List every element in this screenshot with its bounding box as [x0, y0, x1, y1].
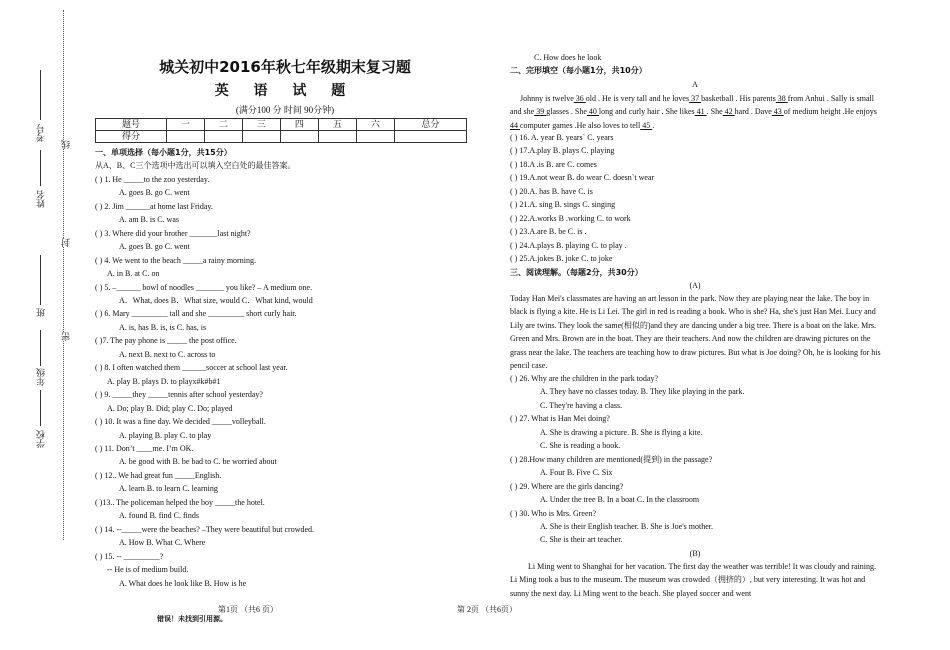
cloze-blank: 40 [586, 107, 599, 117]
question-line: A．What, does B．What size, would C．What kind, would [119, 295, 313, 305]
cloze-blank: 38 [775, 94, 788, 103]
reading-passage-b [510, 560, 882, 600]
question-line: A. What does he look like B. How is he [119, 578, 247, 588]
score-table-score-row [96, 131, 467, 143]
question-line: ( ) 26. Why are the children in the park today? [510, 374, 659, 383]
question-line: ( ) 30. Who is Mrs. Green? [510, 508, 597, 518]
section-heading: 二、完形填空（每小题1分，共10分） [510, 66, 647, 76]
score-cell: 三 [242, 119, 280, 131]
score-cell: 一 [167, 119, 205, 131]
cloze-option-line: ( ) 25.A.jokes B. joke C. to joke [510, 254, 613, 264]
reference-error-note: 错误！未找到引用源。 [157, 615, 227, 623]
passage-b-text: Li Ming went to Shanghai for her vacation. The first day the weather was terrible! It was cloudy and raining. Li Ming took a bus to the museum. The museum was crowded（拥挤的）, but very interesting. It was hot and sunny the next day. Li Ming went to the beach. She played soccer and went [510, 562, 876, 598]
class-line [40, 255, 41, 305]
question-line: C. They're having a class. [540, 400, 623, 410]
question-line: (B) [689, 548, 701, 558]
exam-subtitle: 英 语 试 题 [214, 83, 356, 99]
question-line: ( ) 14. --_____were the beaches? –They were beautiful but crowded. [95, 524, 315, 534]
cloze-option-line: ( ) 18.A .is B. are C. comes [510, 159, 597, 169]
score-cell: 五 [318, 119, 356, 131]
score-cell: 总分 [394, 119, 466, 131]
cloze-option-line: ( ) 22.A.works B .working C. to work [510, 213, 631, 223]
question-line: A. Four B. Five C. Six [540, 468, 613, 478]
question-line: ( ) 8. I often watched them ______soccer at school last year. [95, 363, 288, 373]
seal-char-close: 密 [61, 332, 71, 341]
cloze-blank: 37 [689, 94, 702, 103]
cloze-blank: 41 [694, 107, 707, 117]
cloze-blank: 43 [771, 107, 784, 117]
score-cell [280, 131, 318, 143]
cloze-option-line: ( ) 21.A. sing B. sings C. singing [510, 200, 616, 210]
seal-char-line: 线 [61, 140, 71, 149]
label-name: 姓名 [36, 190, 46, 208]
question-line: A. play B. plays D. to playx#k#b#1 [107, 376, 221, 386]
question-line: -- He is of medium build. [107, 565, 189, 575]
label-grade: 年级 [36, 368, 46, 386]
right-column-top [510, 51, 880, 91]
score-table [95, 118, 467, 143]
question-line: ( ) 28.How many children are mentioned(提到) in the passage? [510, 454, 713, 464]
cloze-option-line: ( ) 20.A. has B. have C. is [510, 186, 593, 196]
question-line: A. They have no classes today. B. They like playing in the park. [540, 387, 745, 397]
question-line: ( )13.. The policeman helped the boy _____the hotel. [95, 497, 265, 507]
question-line: ( ) 15. -- _________? [95, 551, 164, 561]
question-line: ( ) 6. Mary _________ tall and she _________ short curly hair. [95, 309, 297, 319]
seal-char-seal: 封 [61, 238, 71, 247]
binding-margin [0, 0, 90, 650]
cloze-blank: 39 [534, 107, 547, 117]
exam-title: 城关初中2016年秋七年级期末复习题 [159, 58, 411, 76]
question-line: A. playing B. play C. to play [119, 430, 212, 440]
question-line: ( )7. The pay phone is _____ the post office. [95, 336, 237, 346]
cloze-blank: 42 [722, 107, 735, 117]
label-exam-number: 考号 [36, 124, 46, 142]
question-line: A. She is their English teacher. B. She is Joe's mother. [540, 521, 713, 531]
question-line: ( ) 4. We went to the beach _____a rainy morning. [95, 255, 256, 265]
question-line: A. How B. What C. Where [119, 538, 206, 548]
label-class: 班 [36, 308, 46, 317]
reading-questions [510, 372, 880, 560]
question-line: C. She is their art teacher. [540, 535, 623, 545]
score-cell: 六 [356, 119, 394, 131]
question-line: A. Do; play B. Did; play C. Do; played [107, 403, 233, 413]
question-line: A. in B. at C. on [107, 269, 160, 279]
passage-a-text: Today Han Mei's classmates are having an art lesson in the park. Now they are playing near the lake. The boy in black is flying a kite. He is Li Lei. The girl in red is reading a book. Who is she? Ha, she's just Han Mei. Lucy and Lily are twins. They look the same(相似的)and they are dancing under a big tree. There is a boat on the lake. Mrs. Green and Mrs. Brown are in the boat. They are their teachers. And now the children are drawing pictures on the grass near the lake. The teachers are teaching how to draw pictures. But what is Joe doing? Oh, he is looking for his pencil case. [510, 294, 881, 371]
grade-line [40, 330, 41, 366]
score-table-header-row [96, 119, 467, 131]
question-line: ( ) 11. Don’t ____me. I’m OK. [95, 443, 194, 453]
question-line: A [692, 79, 698, 89]
exam-meta: (满分100 分 时间 90分钟) [235, 105, 335, 115]
question-line: A. found B. find C. finds [119, 511, 199, 521]
section-heading: 三、阅读理解。（每题2分，共30分） [510, 267, 643, 277]
reading-passage-a [510, 292, 882, 372]
seal-dotted-line [63, 10, 64, 540]
cloze-option-line: ( ) 23.A.are B. be C. is . [510, 227, 587, 237]
label-school: 学校 [36, 430, 46, 448]
cloze-options [510, 131, 880, 292]
page-number-1: 第1页 （共6 页） [218, 605, 278, 614]
score-cell: 得分 [96, 131, 167, 143]
question-line: ( ) 27. What is Han Mei doing? [510, 414, 610, 424]
question-line: A. goes B. go C. went [119, 188, 190, 198]
score-cell: 题号 [96, 119, 167, 131]
question-line: A. Under the tree B. In a boat C. In the classroom [540, 495, 700, 505]
question-line: A. She is drawing a picture. B. She is flying a kite. [540, 427, 703, 437]
score-cell [242, 131, 280, 143]
question-line: C. How does he look [534, 53, 602, 62]
cloze-option-line: (A) [689, 280, 701, 290]
section-heading: 一、单项选择（每小题1分，共15分） [95, 148, 232, 157]
question-line: ( ) 12.. We had great fun _____English. [95, 470, 222, 480]
cloze-blank: 45 [640, 120, 653, 130]
cloze-blank: 44 [510, 120, 520, 130]
cloze-option-line: ( ) 16. A. year B. years` C. years [510, 133, 614, 142]
score-cell [318, 131, 356, 143]
cloze-option-line: ( ) 19.A.not wear B. do wear C. doesn`t wear [510, 173, 655, 183]
question-line: A. goes B. go C. went [119, 242, 190, 252]
exam-number-line [40, 70, 41, 120]
question-line: ( ) 5. –______ bowl of noodles _______ you like? – A medium one. [95, 282, 313, 292]
question-line: A. next B. next to C. across to [119, 349, 216, 359]
cloze-option-line: ( ) 17.A.play B. plays C. playing [510, 146, 615, 156]
cloze-passage [510, 92, 882, 132]
cloze-option-line: ( ) 24.A.plays B. playing C. to play . [510, 240, 627, 250]
question-line: C. She is reading a book. [540, 441, 621, 451]
page-number-2: 第 2页 （共6页） [457, 605, 517, 614]
question-line: ( ) 3. Where did your brother _______last night? [95, 228, 251, 238]
name-line [40, 150, 41, 186]
score-cell: 四 [280, 119, 318, 131]
question-line: ( ) 2. Jim ______at home last Friday. [95, 201, 213, 211]
question-line: A. is, has B. is, is C. has, is [119, 322, 207, 332]
question-line: ( ) 29. Where are the girls dancing? [510, 481, 624, 491]
question-line: ( ) 1. He _____to the zoo yesterday. [95, 174, 210, 184]
question-line: A. am B. is C. was [119, 215, 179, 225]
question-line: ( ) 9. _____they _____tennis after school yesterday? [95, 390, 263, 400]
score-cell [167, 131, 205, 143]
school-line [40, 390, 41, 426]
question-line: A. learn B. to learn C. learning [119, 484, 218, 494]
left-column [95, 146, 475, 590]
question-line: A. be good with B. be bad to C. be worried about [119, 457, 277, 467]
cloze-blank: 36 [573, 94, 586, 103]
score-cell [356, 131, 394, 143]
cloze-text: Johnny is twelve 36 old . He is very tall and he loves 37 basketball . His parents 38 from Anhui . Sally is small and she 39 glasses . She 40 long and curly hair . She likes 41 . She 42 hard . Dave 43 of medium height .He enjoys 44 computer games .He also loves to tell 45 . [510, 94, 877, 130]
score-cell [394, 131, 466, 143]
question-line: 从A、B、C三个选项中选出可以填入空白处的最佳答案。 [95, 161, 296, 171]
score-cell [204, 131, 242, 143]
question-line: ( ) 10. It was a fine day. We decided _____volleyball. [95, 417, 266, 427]
score-cell: 二 [204, 119, 242, 131]
